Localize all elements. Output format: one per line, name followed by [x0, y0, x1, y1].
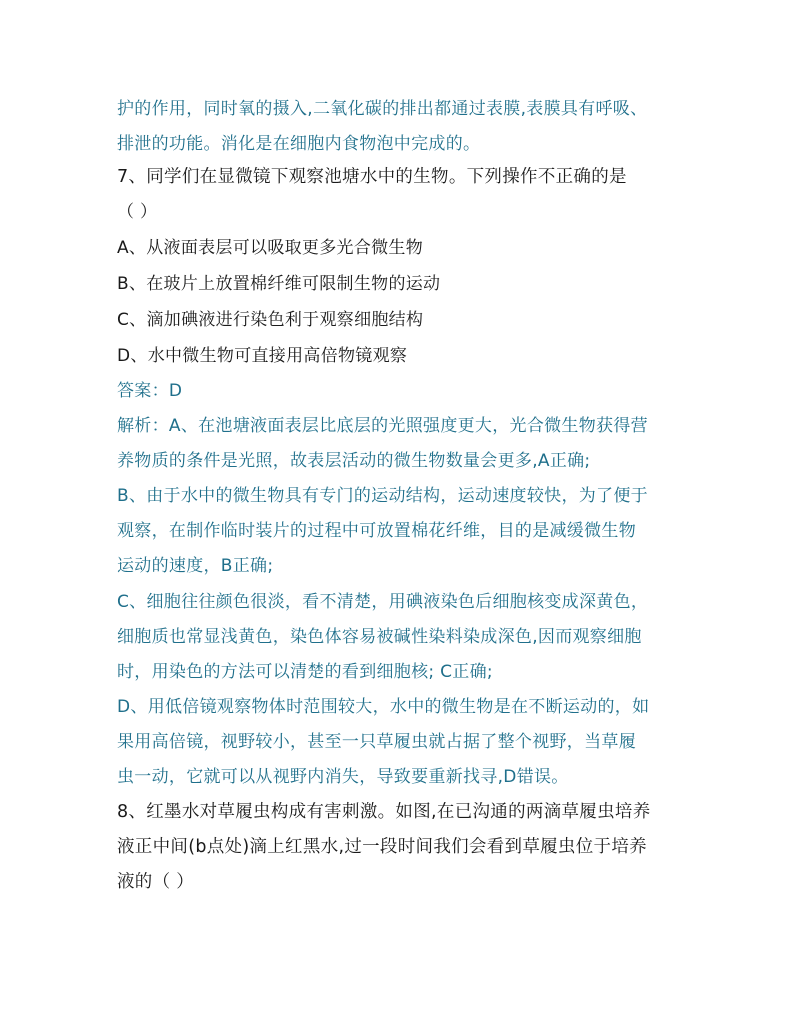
analysis-line: 果用高倍镜，视野较小，甚至一只草履虫就占据了整个视野，当草履 — [117, 732, 636, 752]
question-7-option-d: D、水中微生物可直接用高倍物镜观察 — [117, 346, 408, 366]
analysis-line: C、细胞往往颜色很淡，看不清楚，用碘液染色后细胞核变成深黄色， — [117, 592, 649, 612]
analysis-line: 观察，在制作临时装片的过程中可放置棉花纤维，目的是减缓微生物 — [117, 521, 636, 541]
question-7-option-c: C、滴加碘液进行染色利于观察细胞结构 — [117, 310, 424, 330]
analysis-line: 时，用染色的方法可以清楚的看到细胞核; C正确; — [117, 662, 493, 682]
question-7-stem: 7、同学们在显微镜下观察池塘水中的生物。下列操作不正确的是 — [117, 167, 627, 187]
question-7-option-a: A、从液面表层可以吸取更多光合微生物 — [117, 238, 424, 258]
question-7-option-b: B、在玻片上放置棉纤维可限制生物的运动 — [117, 274, 441, 294]
question-8-stem-line: 8、红墨水对草履虫构成有害刺激。如图,在已沟通的两滴草履虫培养 — [117, 802, 651, 822]
analysis-line: 细胞质也常显浅黄色，染色体容易被碱性染料染成深色,因而观察细胞 — [117, 627, 642, 647]
analysis-line: B、由于水中的微生物具有专门的运动结构，运动速度较快，为了便于 — [117, 486, 648, 506]
analysis-line: 运动的速度，B正确; — [117, 556, 274, 576]
analysis-line: 解析：A、在池塘液面表层比底层的光照强度更大，光合微生物获得营 — [117, 416, 648, 436]
question-8-stem-line: 液正中间(b点处)滴上红黑水,过一段时间我们会看到草履虫位于培养 — [117, 837, 647, 857]
explanation-line: 排泄的功能。消化是在细胞内食物泡中完成的。 — [117, 134, 481, 154]
analysis-line: D、用低倍镜观察物体时范围较大，水中的微生物是在不断运动的，如 — [117, 697, 650, 717]
analysis-line: 虫一动，它就可以从视野内消失，导致要重新找寻,D错误。 — [117, 767, 569, 787]
analysis-line: 养物质的条件是光照，故表层活动的微生物数量会更多,A正确; — [117, 451, 591, 471]
question-7-answer: 答案：D — [117, 381, 183, 401]
explanation-line: 护的作用，同时氧的摄入,二氧化碳的排出都通过表膜,表膜具有呼吸、 — [117, 99, 648, 119]
question-7-blank: （ ） — [117, 202, 158, 222]
question-8-stem-line: 液的（ ） — [117, 872, 195, 892]
